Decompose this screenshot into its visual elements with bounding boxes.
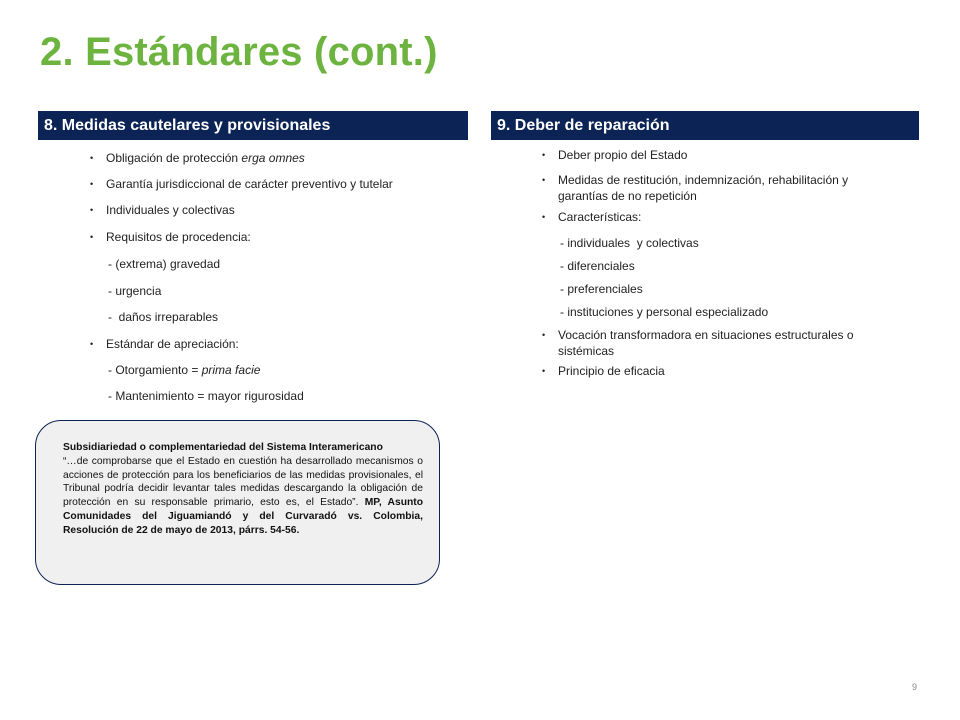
list-item-text: Vocación transformadora en situaciones estructurales o sistémicas — [558, 328, 857, 358]
medidas-cautelares-list — [88, 150, 468, 404]
list-item-text: - diferenciales — [560, 259, 635, 273]
list-item — [88, 150, 468, 166]
sub-list-item — [88, 388, 468, 404]
slide-title: 2. Estándares (cont.) — [40, 30, 438, 74]
list-item-text: Características: — [558, 210, 642, 224]
list-item-emphasis: prima facie — [201, 363, 261, 377]
list-item — [540, 209, 900, 225]
list-item — [540, 172, 900, 204]
list-item-text: Garantía jurisdiccional de carácter preventivo y tutelar — [106, 177, 393, 191]
list-item-text: Deber propio del Estado — [558, 148, 688, 162]
sub-list-item — [540, 304, 900, 320]
sub-list-item — [88, 283, 468, 299]
list-item-text: Principio de eficacia — [558, 364, 665, 378]
sub-list-item — [540, 235, 900, 251]
sub-list-item — [88, 362, 468, 378]
sub-list-item — [88, 309, 468, 325]
list-item — [88, 229, 468, 245]
list-item-text: Obligación de protección — [106, 151, 242, 165]
list-item-text: Medidas de restitución, indemnización, rehabilitación y garantías de no repetición — [558, 173, 852, 203]
subsidiariedad-callout-box — [35, 420, 440, 585]
list-item-text: Estándar de apreciación: — [106, 337, 239, 351]
callout-citation: MP, Asunto Comunidades del Jiguamiandó y del Curvaradó vs. Colombia, Resolución de 22 de mayo de 2013, párrs. 54-56. — [63, 497, 423, 536]
list-item-text: - Mantenimiento = mayor rigurosidad — [108, 389, 304, 403]
page-number: 9 — [912, 682, 918, 692]
section-header-deber-de-reparacion: 9. Deber de reparación — [491, 111, 919, 140]
list-item-text: - (extrema) gravedad — [108, 257, 221, 271]
list-item — [540, 327, 900, 359]
list-item-text: - instituciones y personal especializado — [560, 305, 769, 319]
sub-list-item — [540, 281, 900, 297]
list-item-text: - preferenciales — [560, 282, 643, 296]
list-item-text: Requisitos de procedencia: — [106, 230, 251, 244]
list-item — [540, 147, 900, 163]
list-item — [88, 202, 468, 218]
list-item-emphasis: erga omnes — [241, 151, 305, 165]
list-item — [540, 363, 900, 379]
list-item-text: Individuales y colectivas — [106, 203, 235, 217]
deber-de-reparacion-list — [540, 147, 900, 379]
list-item-text: - Otorgamiento = — [108, 363, 202, 377]
list-item — [88, 176, 468, 192]
list-item — [88, 336, 468, 352]
sub-list-item — [88, 256, 468, 272]
sub-list-item — [540, 258, 900, 274]
section-header-medidas-cautelares: 8. Medidas cautelares y provisionales — [38, 111, 468, 140]
list-item-text: - urgencia — [108, 284, 162, 298]
list-item-text: - daños irreparables — [108, 310, 219, 324]
callout-heading: Subsidiariedad o complementariedad del Sistema Interamericano — [63, 442, 383, 453]
list-item-text: - individuales y colectivas — [560, 236, 699, 250]
callout-quote: “…de comprobarse que el Estado en cuestión ha desarrollado mecanismos o acciones de protección para los beneficiarios de las medidas provisionales, el Tribunal podría decidir levantar tales medidas descargando la obligación de protección en su responsable primario, esto es, el Estado”. — [63, 455, 423, 509]
